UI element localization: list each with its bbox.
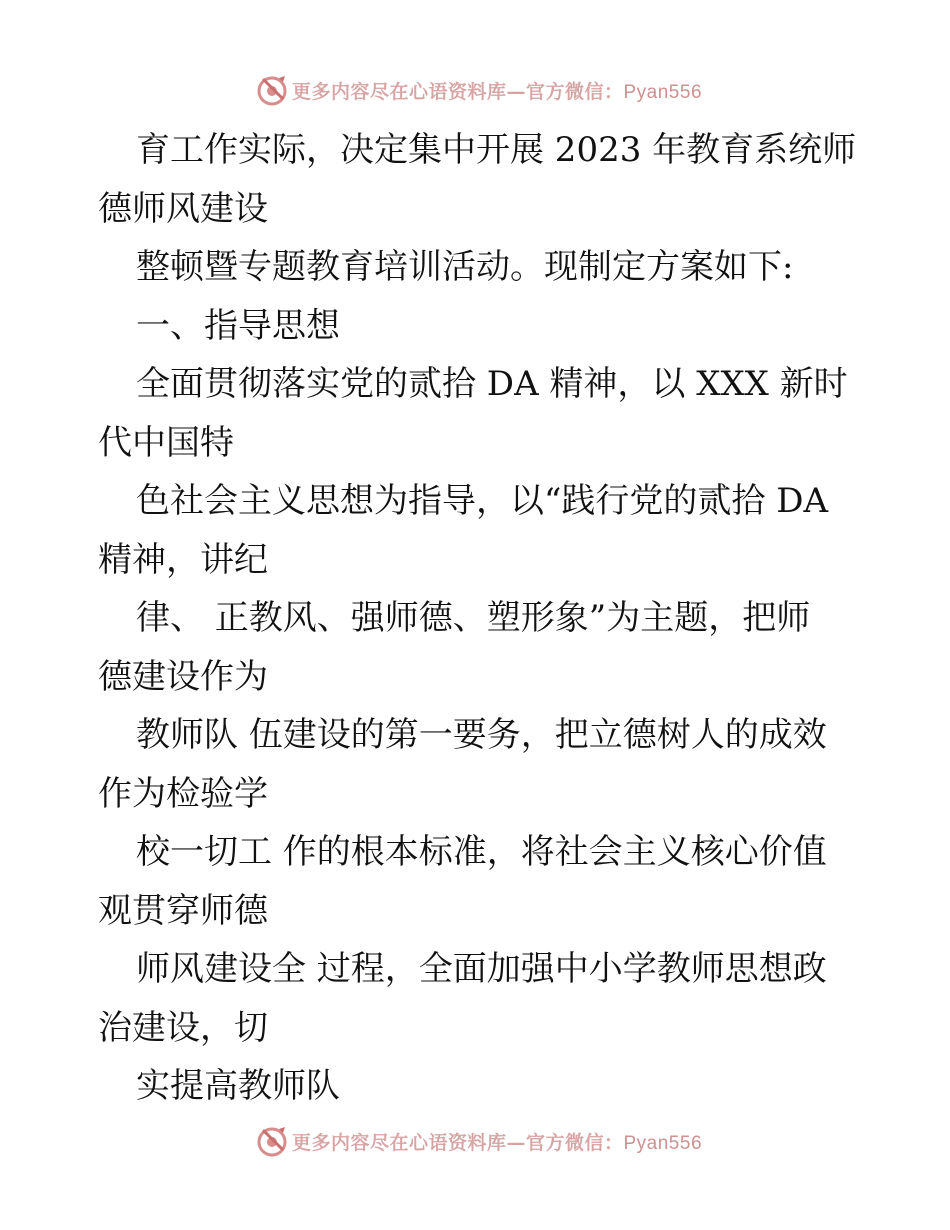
text-line: 精神，讲纪 — [98, 539, 268, 580]
header-watermark — [0, 70, 950, 110]
footer-watermark — [0, 1121, 950, 1161]
document-body — [98, 121, 858, 1116]
watermark-logo-icon — [254, 72, 290, 108]
text-line: 德师风建设 — [98, 188, 268, 229]
text-line: 校一切工 作的根本标准，将社会主义核心价值 — [136, 832, 827, 872]
text-line: 师风建设全 过程，全面加强中小学教师思想政 — [136, 949, 827, 989]
text-line: 观贯穿师德 — [98, 890, 268, 931]
text-line: 全面贯彻落实党的贰拾 DA 精神，以 XXX 新时 — [136, 364, 848, 404]
watermark-logo-icon — [254, 1123, 290, 1159]
text-line: 律、 正教风、强师德、塑形象”为主题，把师 — [136, 598, 811, 638]
text-line: 育工作实际，决定集中开展 2023 年教育系统师 — [136, 130, 857, 170]
watermark-text: 更多内容尽在心语资料库—官方微信：Pyan556 — [291, 80, 703, 103]
text-line: 德建设作为 — [98, 656, 268, 697]
text-line: 实提高教师队 — [136, 1066, 340, 1106]
text-line: 作为检验学 — [98, 773, 268, 814]
text-line: 治建设，切 — [98, 1007, 268, 1048]
section-heading: 一、指导思想 — [136, 305, 340, 346]
text-line: 色社会主义思想为指导，以“践行党的贰拾 DA — [136, 481, 829, 521]
text-line: 教师队 伍建设的第一要务，把立德树人的成效 — [136, 715, 827, 755]
text-line: 整顿暨专题教育培训活动。现制定方案如下: — [136, 247, 794, 287]
text-line: 代中国特 — [98, 422, 234, 463]
watermark-text: 更多内容尽在心语资料库—官方微信：Pyan556 — [291, 1131, 703, 1154]
